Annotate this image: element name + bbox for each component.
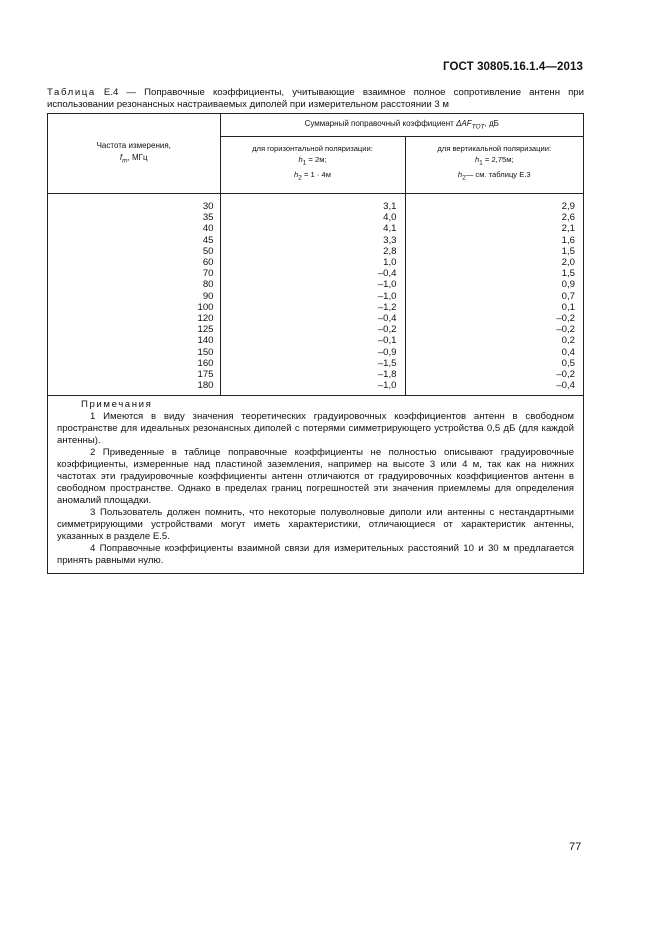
frequency-cell: 35 [202,212,214,224]
total-correction-header [220,114,583,137]
horizontal-correction-cell: 3,3 [383,234,397,246]
horizontal-correction-cell: –1,0 [377,279,397,291]
horizontal-correction-cell: 1,0 [383,257,397,269]
frequency-cell: 50 [202,245,214,257]
correction-table-grid [48,114,583,573]
horizontal-correction-cell: –0,1 [377,335,397,347]
frequency-cell: 140 [197,335,214,347]
vertical-correction-cell: –0,4 [556,380,575,392]
horizontal-values-column [220,194,405,396]
vertical-correction-cell: 2,9 [561,201,575,212]
horizontal-correction-cell: 4,1 [383,223,397,235]
sum-header-text: Суммарный поправочный коэффициент [304,119,457,129]
vertical-correction-cell: –0,2 [556,369,575,381]
frequency-cell: 80 [202,279,214,291]
frequency-cell: 180 [197,380,214,392]
table-caption [47,87,584,111]
horizontal-correction-cell: –1,0 [377,290,397,302]
caption-text: Е.4 — Поправочные коэффициенты, учитывающие взаимное полное сопротивление антенн при использовании резонансных настраиваемых диполей при измерительном расстоянии 3 м [47,87,584,110]
frequency-values-column [48,194,220,396]
frequency-cell: 40 [202,223,214,235]
freq-unit: , МГц [127,152,148,162]
vertical-correction-cell: 0,5 [561,357,575,369]
sum-header-subscript: TOT [471,123,485,131]
horizontal-correction-cell: 4,0 [383,212,397,224]
sum-header-symbol: ΔAF [456,119,472,129]
vertical-correction-cell: 2,6 [561,212,575,224]
vertical-polarization-header: для вертикальной поляризации: $h_1 = 2,75м$; $h_2—$ см. таблицу Е.3 [405,137,583,194]
frequency-cell: 30 [202,201,214,212]
sum-header-unit: , дБ [484,119,499,129]
notes-section [48,396,583,574]
note-2: 2 Приведенные в таблице поправочные коэффициенты не полностью описывают градуировочные коэффициенты, измеренные над пластиной заземления, например на высоте 3 или 4 м, так как на нижних частотах эти градуировочные коэффициенты антенн отличаются от градуировочных коэффициентов антенн в свободном пространстве. Однако в пределах границ погрешностей эти значения приемлемы для определения аномалий площадки. [57,447,574,507]
frequency-cell: 175 [197,369,214,381]
frequency-cell: 70 [202,268,214,280]
vertical-correction-cell: –0,2 [556,313,575,325]
vertical-values-column [405,194,583,396]
frequency-cell: 90 [202,290,214,302]
frequency-cell: 60 [202,257,214,269]
note-4: 4 Поправочные коэффициенты взаимной связи для измерительных расстояний 10 и 30 м предлагается принять равными нулю. [57,543,574,567]
vertical-correction-cell: 2,0 [561,257,575,269]
horizontal-correction-cell: –1,8 [377,369,397,381]
vertical-correction-cell: 0,2 [561,335,575,347]
freq-subscript: m [122,157,128,165]
horizontal-correction-cell: –1,2 [377,301,397,313]
horizontal-correction-cell: –0,9 [377,346,397,358]
frequency-cell: 120 [197,313,214,325]
notes-title: Примечания [81,399,153,411]
horizontal-correction-cell: 2,8 [383,245,397,257]
vertical-correction-cell: 0,4 [561,346,575,358]
horizontal-correction-cell: –0,4 [377,268,397,280]
frequency-cell: 150 [197,346,214,358]
note-1: 1 Имеются в виду значения теоретических градуировочных коэффициентов антенн в свободном пространстве для идеальных резонансных диполей с потерями симметрирующего устройства 0,5 дБ (для каждой антенны). [57,411,574,447]
frequency-cell: 125 [197,324,214,336]
note-3: 3 Пользователь должен помнить, что некоторые полуволновые диполи или антенны с нестандартными симметрирующими устройствами могут иметь характеристики, отличающиеся от характеристик антенны, указанных в разделе Е.5. [57,507,574,543]
correction-table [47,113,584,574]
vertical-correction-cell: 1,6 [561,234,575,246]
vertical-correction-cell: 0,1 [561,301,575,313]
horizontal-correction-cell: 3,1 [383,201,397,212]
vertical-correction-cell: 1,5 [561,245,575,257]
document-header: ГОСТ 30805.16.1.4—2013 [443,61,583,73]
page-number: 77 [569,841,582,853]
horizontal-correction-cell: –0,2 [377,324,397,336]
frequency-cell: 45 [202,234,214,246]
horizontal-correction-cell: –0,4 [377,313,397,325]
vertical-correction-cell: 1,5 [561,268,575,280]
horizontal-correction-cell: –1,0 [377,380,397,392]
frequency-column-header: Частота измерения, $f_m$, МГц [48,114,220,194]
vertical-correction-cell: –0,2 [556,324,575,336]
frequency-cell: 160 [197,357,214,369]
freq-symbol: f [119,152,123,162]
vertical-correction-cell: 0,7 [561,290,575,302]
vertical-correction-cell: 2,1 [561,223,575,235]
caption-lead: Таблица [47,87,96,98]
frequency-cell: 100 [197,301,214,313]
horizontal-polarization-header: для горизонтальной поляризации: $h_1 = 2м$; $h_2 = 1 \cdot 4м$ [220,137,405,194]
horizontal-correction-cell: –1,5 [377,357,397,369]
vertical-correction-cell: 0,9 [561,279,575,291]
